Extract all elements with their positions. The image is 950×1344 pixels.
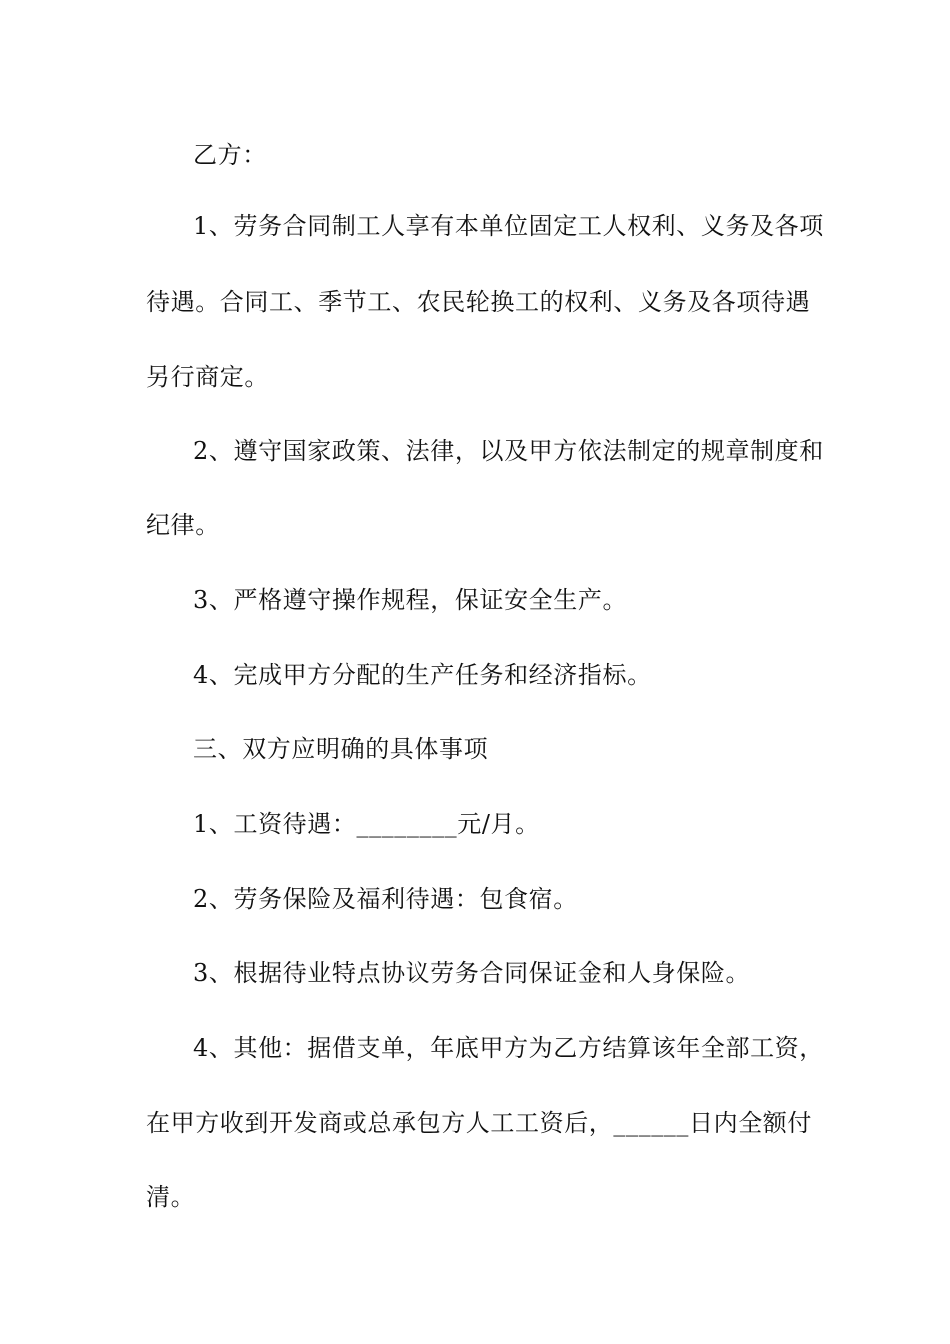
paragraph-line: 1、劳务合同制工人享有本单位固定工人权利、义务及各项 — [193, 212, 824, 240]
paragraph-line: 2、劳务保险及福利待遇：包食宿。 — [193, 885, 578, 913]
paragraph-line: 2、遵守国家政策、法律，以及甲方依法制定的规章制度和 — [193, 437, 824, 465]
paragraph-line: 待遇。合同工、季节工、农民轮换工的权利、义务及各项待遇 — [146, 288, 811, 316]
section-heading: 三、双方应明确的具体事项 — [193, 735, 489, 763]
paragraph-line: 3、严格遵守操作规程，保证安全生产。 — [193, 586, 628, 614]
paragraph-line: 3、根据待业特点协议劳务合同保证金和人身保险。 — [193, 959, 751, 987]
paragraph-line: 1、工资待遇：________元/月。 — [193, 810, 540, 838]
paragraph-line: 另行商定。 — [146, 363, 269, 391]
paragraph-line: 在甲方收到开发商或总承包方人工工资后，______日内全额付 — [146, 1109, 812, 1137]
paragraph-line: 4、其他：据借支单，年底甲方为乙方结算该年全部工资， — [193, 1034, 824, 1062]
paragraph-line: 纪律。 — [146, 511, 220, 539]
paragraph-line: 4、完成甲方分配的生产任务和经济指标。 — [193, 661, 652, 689]
party-b-heading: 乙方： — [193, 141, 267, 169]
paragraph-line: 清。 — [146, 1183, 196, 1211]
